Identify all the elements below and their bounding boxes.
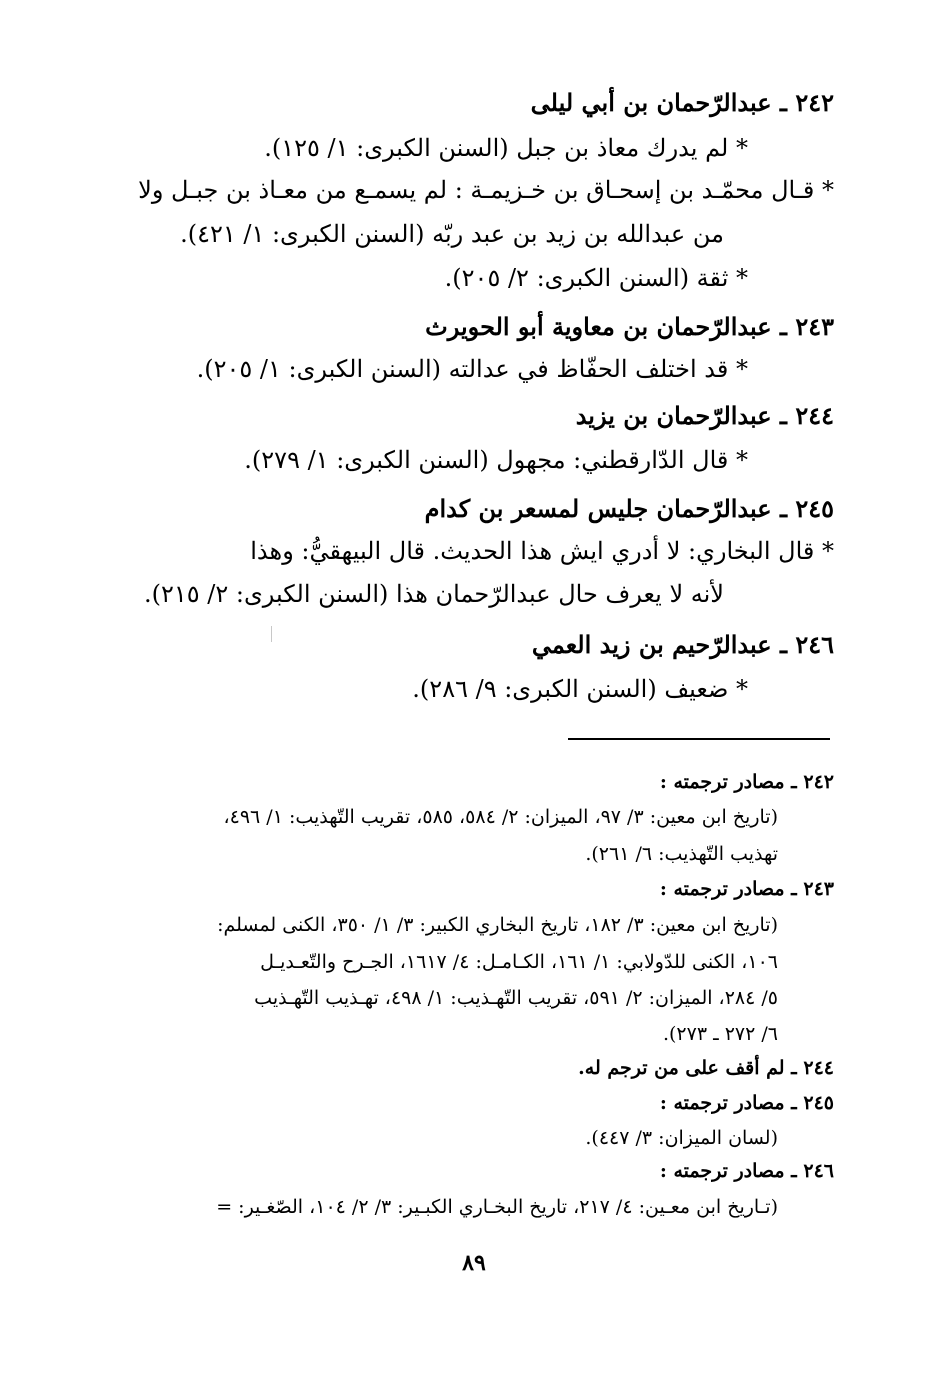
footnote-line: ١٠٦، الكنى للدّولابي: ١/ ١٦١، الكـامـل: ٤/ ١٦١٧، الجـرح والتّعـديـل [260, 951, 778, 973]
footnote-heading: ٢٤٣ ـ مصادر ترجمته : [659, 878, 834, 900]
entry-line: * قال البخاري: لا أدري ايش هذا الحديث. قال البيهقيُّ: وهذا [250, 537, 834, 565]
entry-line: * قال الدّارقطني: مجهول (السنن الكبرى: ١/ ٢٧٩). [244, 446, 748, 474]
footnote-heading: ٢٤٢ ـ مصادر ترجمته : [659, 771, 834, 793]
footnote-line: ٦/ ٢٧٢ ـ ٢٧٣). [662, 1023, 778, 1045]
footnote-heading: ٢٤٥ ـ مصادر ترجمته : [659, 1092, 834, 1114]
entry-line: * ثقة (السنن الكبرى: ٢/ ٢٠٥). [444, 264, 748, 292]
entry-heading: ٢٤٦ ـ عبدالرّحيم بن زيد العمي [531, 630, 834, 659]
footnote-line: تهذيب التّهذيب: ٦/ ٢٦١). [585, 843, 778, 865]
entry-heading: ٢٤٣ ـ عبدالرّحمان بن معاوية أبو الحويرث [425, 312, 834, 341]
entry-line: * ضعيف (السنن الكبرى: ٩/ ٢٨٦). [412, 675, 748, 703]
entry-line: لأنه لا يعرف حال عبدالرّحمان هذا (السنن الكبرى: ٢/ ٢١٥). [143, 580, 724, 608]
entry-line: * قد اختلف الحفّاظ في عدالته (السنن الكبرى: ١/ ٢٠٥). [196, 355, 748, 383]
page-number: ٨٩ [462, 1250, 486, 1276]
footnote-separator [568, 738, 830, 740]
footnote-line: (تـاريخ ابن معـين: ٤/ ٢١٧، تاريخ البخـاري الكبـير: ٣/ ٢/ ١٠٤، الصّغـير: = [216, 1196, 778, 1218]
entry-heading: ٢٤٥ ـ عبدالرّحمان جليس لمسعر بن كدام [424, 494, 834, 523]
scan-speck [271, 626, 272, 642]
footnote-line: (تاريخ ابن معين: ٣/ ١٨٢، تاريخ البخاري الكبير: ٣/ ١/ ٣٥٠، الكنى لمسلم: [217, 914, 778, 936]
entry-heading: ٢٤٤ ـ عبدالرّحمان بن يزيد [575, 401, 834, 430]
footnote-heading: ٢٤٤ ـ لم أقف على من ترجم له. [578, 1057, 834, 1079]
footnote-line: (تاريخ ابن معين: ٣/ ٩٧، الميزان: ٢/ ٥٨٤، ٥٨٥، تقريب التّهذيب: ١/ ٤٩٦، [223, 806, 778, 828]
footnote-line: (لسان الميزان: ٣/ ٤٤٧). [585, 1127, 778, 1149]
entry-line: * قـال محمّـد بن إسحـاق بن خـزيمـة : لم يسمـع من معـاذ بن جبـل ولا [138, 176, 834, 204]
entry-line: من عبدالله بن زيد بن عبد ربّه (السنن الكبرى: ١/ ٤٢١). [180, 220, 724, 248]
footnote-heading: ٢٤٦ ـ مصادر ترجمته : [659, 1160, 834, 1182]
footnote-line: ٥/ ٢٨٤، الميزان: ٢/ ٥٩١، تقريب التّهـذيب: ١/ ٤٩٨، تهـذيب التّهـذيب [254, 987, 778, 1009]
entry-line: * لم يدرك معاذ بن جبل (السنن الكبرى: ١/ ١٢٥). [264, 134, 748, 162]
entry-heading: ٢٤٢ ـ عبدالرّحمان بن أبي ليلى [530, 88, 834, 117]
